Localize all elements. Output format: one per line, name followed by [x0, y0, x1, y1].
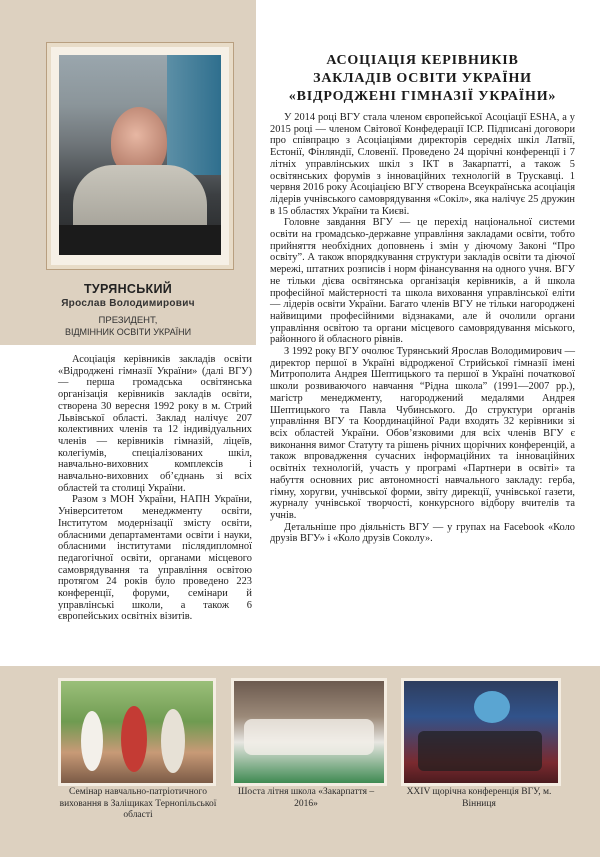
portrait-frame	[46, 42, 234, 270]
right-text-column	[270, 112, 575, 545]
paragraph: Головне завдання ВГУ — це перехід національної системи освіти на громадсько-державне управління закладами освіти, тобто прийняття необхідних доповнень і змін у діючому Законі “Про освіту”. А також впорядкування структури закладів освіти та діючої мережі, штатних розписів і норм фінансування на одного учня. ВГУ не тільки дієва освітянська організація керівників, а й школа професійної майстерності та школа виховання управлінської еліти — лідерів освіти України. Багато членів ВГУ не тільки нагороджені найвищими професійними відзнаками, але й очолили органи управління освітою та органи місцевого самоврядування міського, районного й обласного рівнів.	[270, 217, 575, 346]
person-award: ВІДМІННИК ОСВІТИ УКРАЇНИ	[64, 327, 192, 337]
person-given-name: Ярослав Володимирович	[61, 298, 195, 309]
caption-seminar: Семінар навчально-патріотичного виховання в Заліщиках Тернопільської області	[59, 787, 217, 820]
paragraph: Детальніше про діяльність ВГУ — у групах на Facebook «Коло друзів ВГУ» і «Коло друзів Соколу».	[270, 521, 575, 545]
caption-summer-school: Шоста літня школа «Закарпаття – 2016»	[237, 787, 375, 809]
article-title-line3: «ВІДРОДЖЕНІ ГІМНАЗІЇ УКРАЇНИ»	[288, 89, 557, 104]
photo-summer-school	[231, 678, 387, 786]
paragraph: Асоціація керівників закладів освіти «Відроджені гімназії України» (далі ВГУ) — перша громадська освітянська організація керівників закладів освіти, створена 30 вересня 1992 року в м. Стрий Львівської області. Заклад налічує 207 колективних членів та 12 індивідуальних членів — керівників гімназій, ліцеїв, колегіумів, спеціалізованих шкіл, навчально-виховних комплексів і навчально-виховних об’єднань зі всіх областей та столиці України.	[58, 354, 252, 494]
paragraph: Разом з МОН України, НАПН України, Університетом менеджменту освіти, Інститутом модернізації змісту освіти, обласними департаментами освіти і науки, обласними інститутами післядипломної педагогічної освіти, органами місцевого самоврядування та управління освітою протягом 24 років було проведено 223 конференції, форуми, семінари й управлінські школи, а також 6 європейських освітніх візитів.	[58, 494, 252, 623]
photo-seminar	[58, 678, 216, 786]
person-role: ПРЕЗИДЕНТ,	[98, 315, 158, 326]
portrait-photo	[59, 55, 221, 255]
left-text-column	[58, 354, 252, 623]
caption-conference: XXIV щорічна конференція ВГУ, м. Вінниця	[406, 787, 552, 809]
photo-conference	[401, 678, 561, 786]
paragraph: У 2014 році ВГУ стала членом європейської Асоціації ESHA, а у 2015 році — членом Світової Конфедерації ICP. Підписані договори про співпрацю з Асоціаціями директорів середніх шкіл Латвії, Естонії, Фінляндії, Словенії. Проведено 24 щорічні конференції і 7 літніх управлінських шкіл з ІКТ в Закарпатті, а також 5 освітянських форумів з інноваційних технологій в Трускавці. 1 червня 2016 року Асоціацією ВГУ створена Всеукраїнська асоціація лідерів учнівського самоврядування «Сокіл», яка налічує 25 дружин в 15 областях України та Києві.	[270, 112, 575, 217]
paragraph: З 1992 року ВГУ очолює Турянський Ярослав Володимирович — директор першої в Україні відродженої Стрийської гімназії імені Митрополита Андрея Шептицького та першої в Україні початкової школи розвиваючого навчання “Рідна школа” (1991—2007 рр.), магістр менеджменту, нагороджений медалями Андрея Шептицького та Павла Чубинського. До структури органів управління ВГУ та Координаційної Ради входять 32 керівники зі всіх областей України. Обов’язковими для всіх членів ВГУ є виконання вимог Статуту та рішень річних щорічних конференцій, а також впровадження сучасних інформаційних та інноваційних освітніх технологій, участь у програмі «Партнери в освіті» та набуття основних рис автономності навчального закладу: герба, гімну, хоругви, учнівської форми, звіту дирекції, учнівської газети, журналу учнівської творчості, конкурсного відбору вчителів та учнів.	[270, 346, 575, 521]
person-surname: ТУРЯНСЬКИЙ	[83, 282, 173, 296]
article-title-line1: АСОЦІАЦІЯ КЕРІВНИКІВ	[326, 53, 519, 68]
article-title-line2: ЗАКЛАДІВ ОСВІТИ УКРАЇНИ	[313, 71, 532, 86]
